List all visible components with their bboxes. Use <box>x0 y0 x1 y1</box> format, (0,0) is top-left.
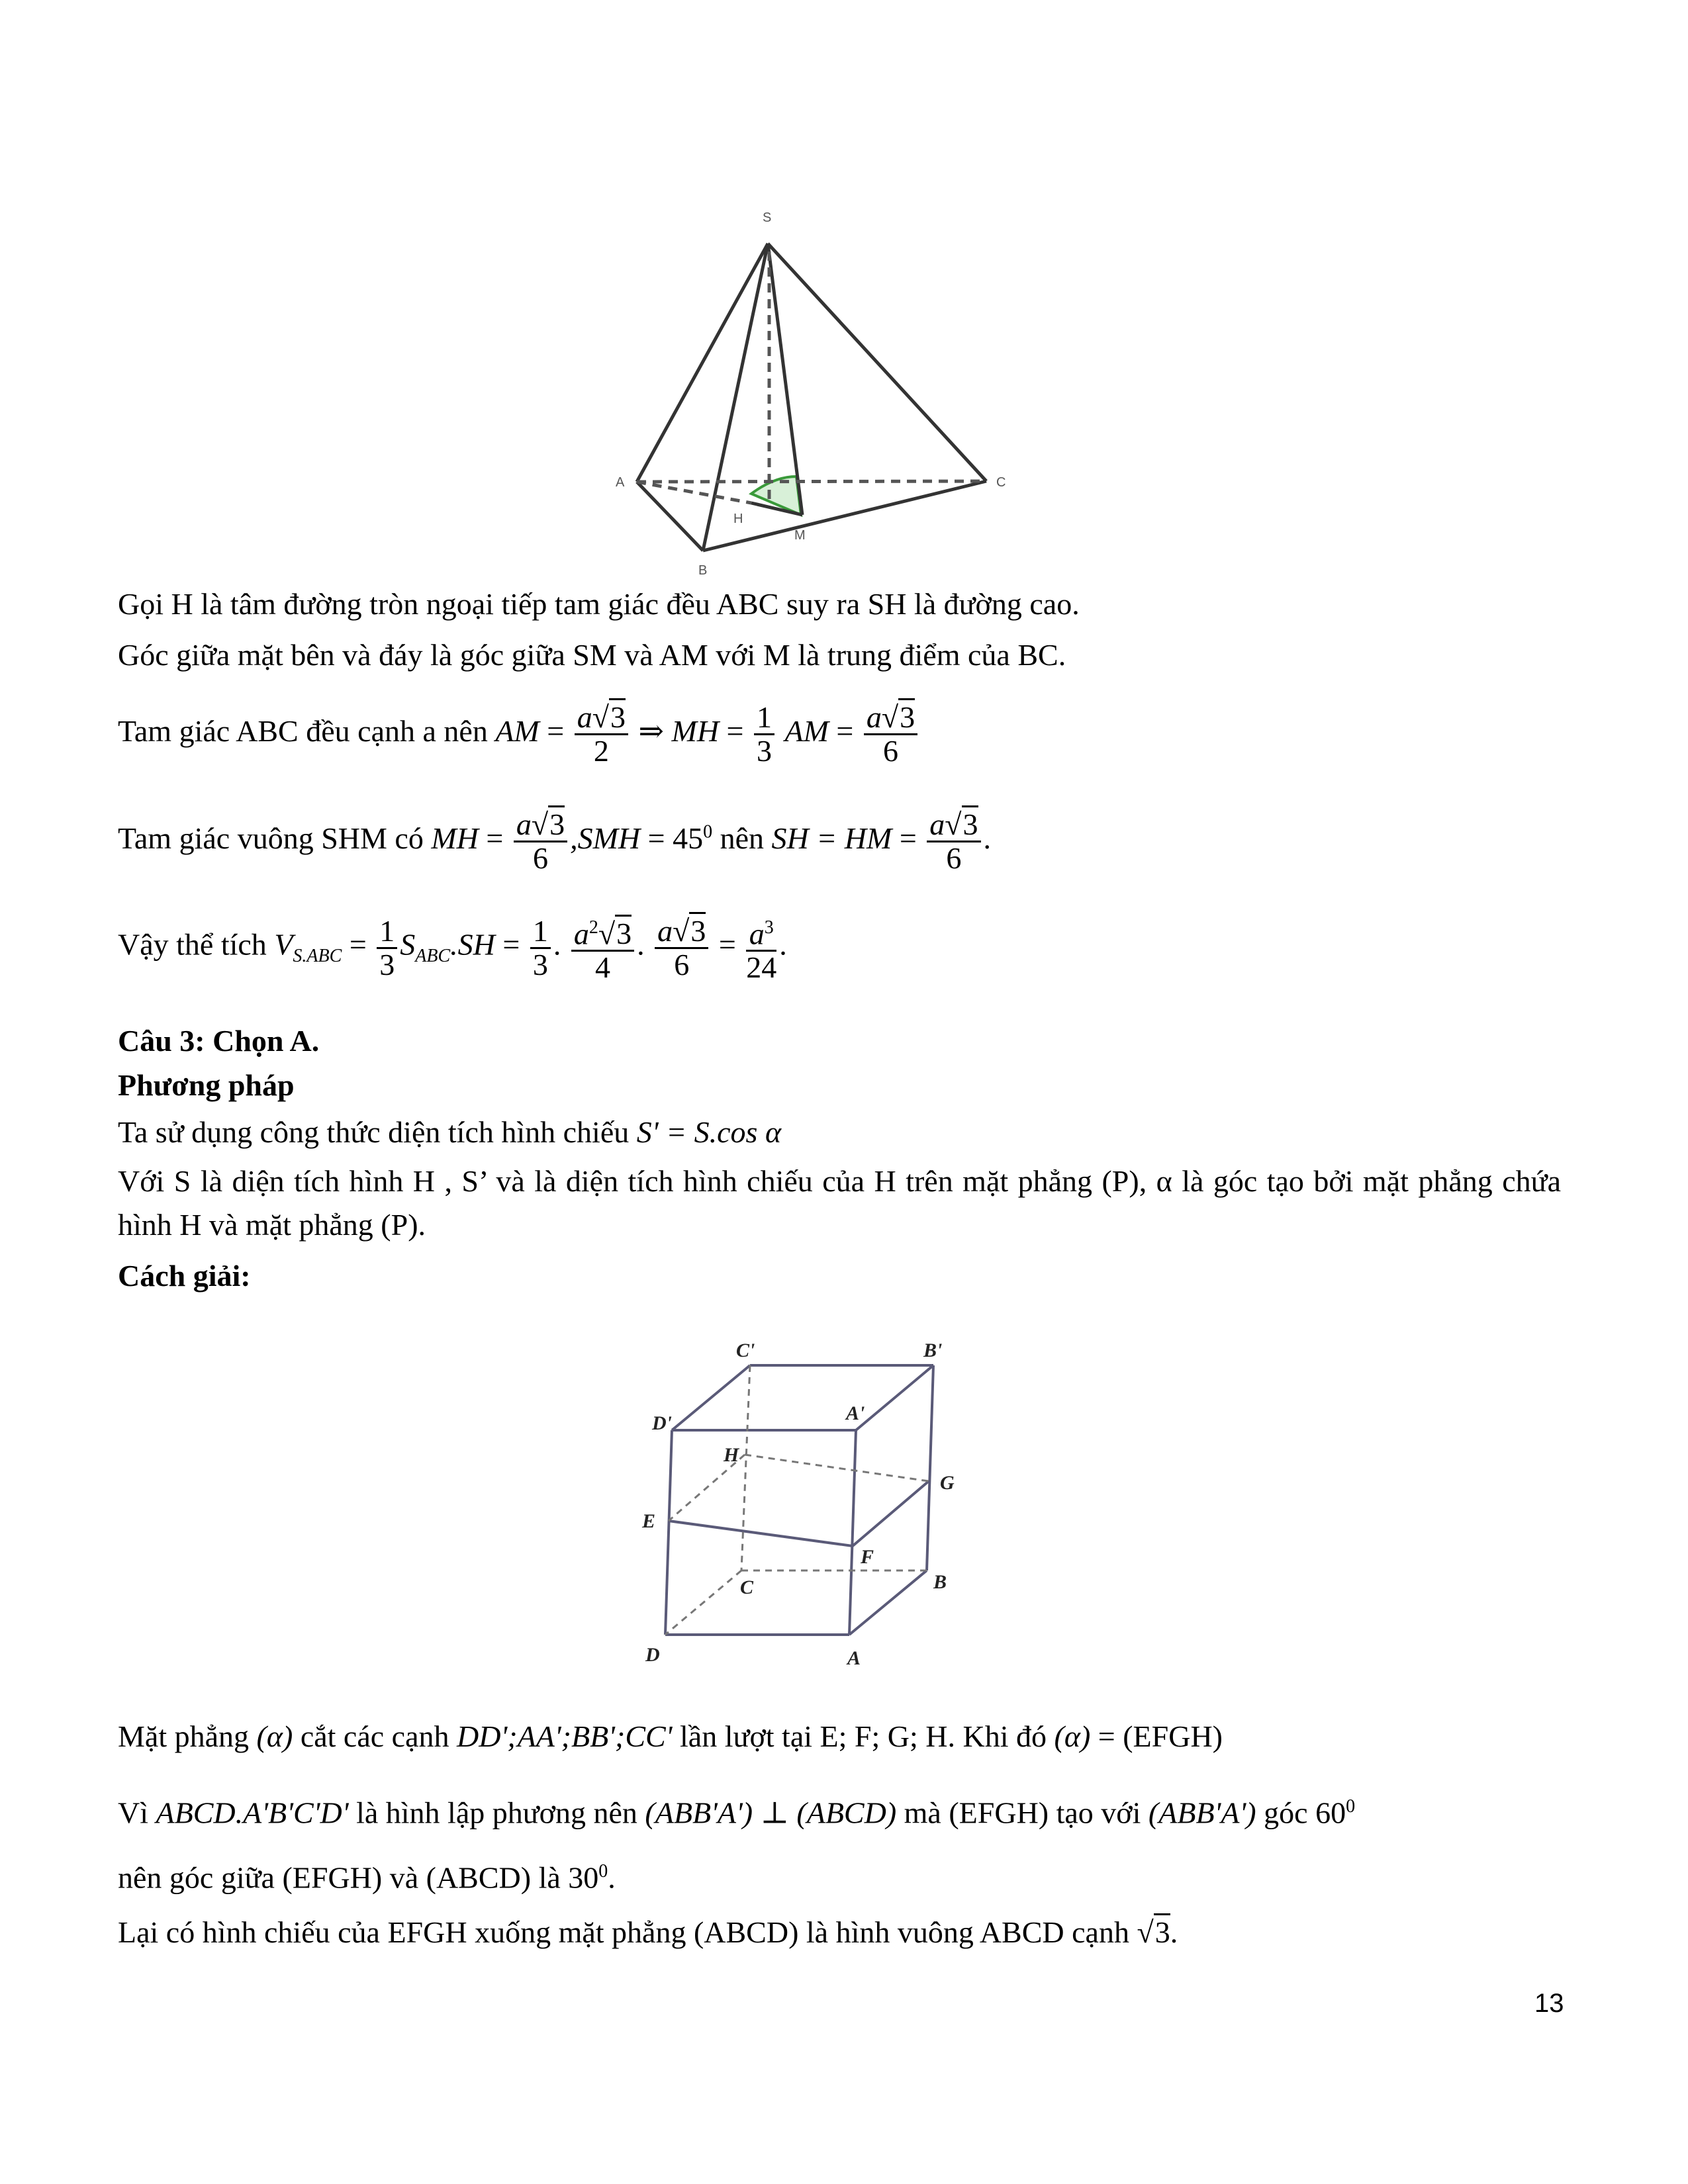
label-S: S <box>763 210 772 225</box>
label-B: B <box>698 563 708 578</box>
paragraph-plane-section: Mặt phẳng (α) cắt các cạnh DD';AA';BB';CC' lần lượt tại E; F; G; H. Khi đó (α) = (EFGH) <box>118 1719 1223 1753</box>
label-A-prime: A' <box>846 1402 865 1424</box>
fraction-mh-value: $\frac{a√3}{6}$ <box>514 809 567 874</box>
paragraph-projection-square: Lại có hình chiếu của EFGH xuống mặt phẳng (ABCD) là hình vuông ABCD cạnh √3. <box>118 1914 1178 1951</box>
paragraph-am-mh: Tam giác ABC đều cạnh a nên AM = $\frac{a√3}{2}$ ⇒ MH = $\frac{1}{3}$ AM = $\frac{a√3}{6}$ <box>118 702 920 767</box>
paragraph-cube-perpendicular: Vì ABCD.A'B'C'D' là hình lập phương nên (ABB'A') ⊥ (ABCD) mà (EFGH) tạo với (ABB'A') góc $60^0$ <box>118 1796 1356 1830</box>
label-A: A <box>847 1647 861 1669</box>
paragraph-angle-30: nên góc giữa (EFGH) và (ABCD) là $30^0$. <box>118 1860 616 1895</box>
formula: S' = S.cos α <box>636 1115 782 1149</box>
label-D-prime: D' <box>652 1412 672 1434</box>
heading-question-3: Câu 3: Chọn A. <box>118 1024 320 1058</box>
math-mh: MH <box>671 714 720 749</box>
pyramid-figure <box>0 0 1688 596</box>
fraction-area: $\frac{a^2√3}{4}$ <box>571 912 634 983</box>
implies-symbol: ⇒ <box>638 714 664 749</box>
text: Tam giác ABC đều cạnh a nên <box>118 714 488 749</box>
fraction-one-third-2: $\frac{1}{3}$ <box>530 915 551 981</box>
fraction-mh: $\frac{a√3}{6}$ <box>864 702 917 767</box>
paragraph-volume: Vậy thể tích $V_{S.ABC}$ = $\frac{1}{3}$ $S_{ABC}.SH$ = $\frac{1}{3}$ . $\frac{a^2√3}{4}$ . $\frac{a√3}{6}$ = $\frac{a^3}{24}$ . <box>118 912 787 983</box>
label-M: M <box>794 528 806 543</box>
math-am: AM <box>495 714 539 749</box>
label-C: C <box>996 475 1006 490</box>
page-number: 13 <box>1534 1989 1564 2018</box>
fraction-one-third: $\frac{1}{3}$ <box>377 915 397 981</box>
paragraph-definitions: Với S là diện tích hình H , S’ và là diện tích hình chiếu của H trên mặt phẳng (P), α là góc tạo bởi mặt phẳng chứa hình H và mặt phẳng (P). <box>118 1164 1561 1242</box>
label-C-prime: C' <box>736 1340 755 1361</box>
heading-solution: Cách giải: <box>118 1259 251 1293</box>
label-F: F <box>861 1546 874 1568</box>
paragraph-angle-definition: Góc giữa mặt bên và đáy là góc giữa SM và AM với M là trung điểm của BC. <box>118 638 1066 672</box>
fraction-sh-value: $\frac{a√3}{6}$ <box>927 809 980 874</box>
math-eq: = <box>547 714 565 749</box>
label-H: H <box>724 1444 739 1466</box>
fraction-volume-result: $\frac{a^3}{24}$ <box>746 912 776 983</box>
paragraph-projection-formula: Ta sử dụng công thức diện tích hình chiếu S' = S.cos α <box>118 1115 782 1149</box>
fraction-am: $\frac{a√3}{2}$ <box>575 702 628 767</box>
heading-method: Phương pháp <box>118 1068 295 1102</box>
fraction-height: $\frac{a√3}{6}$ <box>655 915 708 981</box>
paragraph-circumcenter: Gọi H là tâm đường tròn ngoại tiếp tam giác đều ABC suy ra SH là đường cao. <box>118 587 1080 621</box>
fraction-third: $\frac{1}{3}$ <box>754 702 774 767</box>
label-B-prime: B' <box>923 1340 943 1361</box>
label-D: D <box>645 1644 660 1666</box>
label-A: A <box>616 475 625 490</box>
paragraph-right-triangle: Tam giác vuông SHM có MH = $\frac{a√3}{6}$ $,SMH = 45^0$ nên SH = HM = $\frac{a√3}{6}$ . <box>118 809 991 874</box>
label-G: G <box>940 1472 955 1494</box>
cube-figure <box>0 1324 1688 1721</box>
label-B: B <box>933 1571 947 1593</box>
label-C: C <box>740 1576 754 1598</box>
label-E: E <box>642 1510 656 1532</box>
label-H: H <box>733 512 743 526</box>
